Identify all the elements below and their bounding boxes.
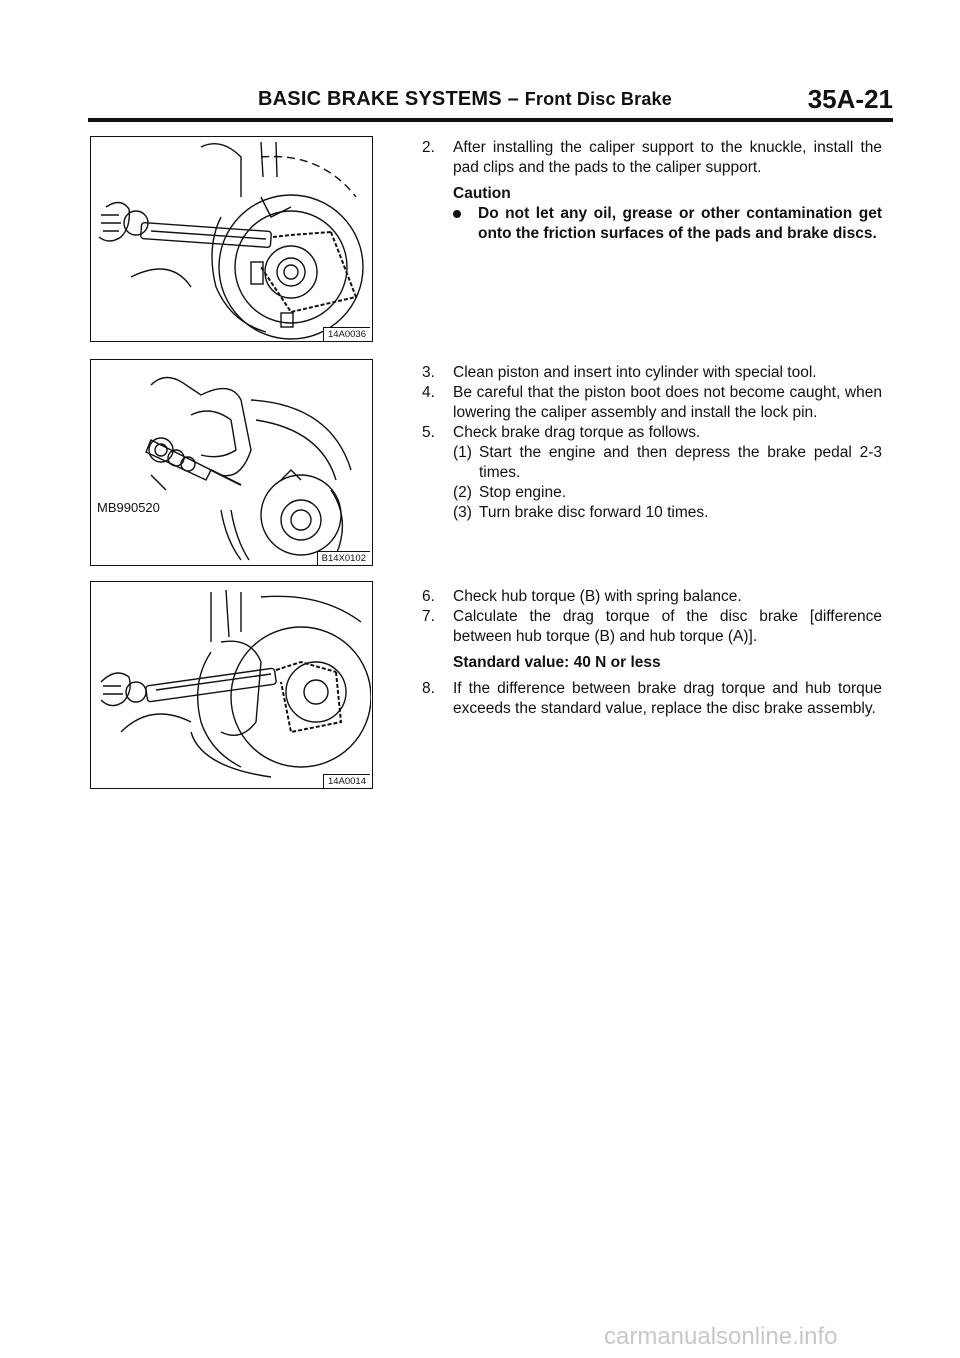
substep-text: Stop engine. bbox=[479, 484, 567, 501]
step-8 bbox=[422, 679, 882, 719]
substep-number: (2) bbox=[453, 484, 472, 501]
step-text: Clean piston and insert into cylinder with special tool. bbox=[453, 364, 817, 381]
figure-code: 14A0014 bbox=[323, 774, 370, 788]
step-2 bbox=[422, 138, 882, 178]
hub-spring-balance-illustration bbox=[91, 137, 371, 340]
substep-number: (3) bbox=[453, 504, 472, 521]
substep-3 bbox=[453, 503, 882, 523]
title-dash: – bbox=[507, 88, 519, 110]
step-text: If the difference between brake drag torque and hub torque exceeds the standard value, replace the disc brake assembly. bbox=[453, 680, 882, 717]
caution-bullet bbox=[422, 204, 882, 244]
step-7 bbox=[422, 607, 882, 647]
page-title bbox=[258, 88, 672, 111]
figure-piston-tool bbox=[90, 359, 373, 566]
step-3 bbox=[422, 363, 882, 383]
step-5 bbox=[422, 423, 882, 523]
figure-code: B14X0102 bbox=[317, 551, 370, 565]
section-subtitle: Front Disc Brake bbox=[524, 89, 672, 109]
step-6 bbox=[422, 587, 882, 607]
step-number: 3. bbox=[422, 364, 435, 381]
text-block-piston-check bbox=[422, 363, 882, 523]
text-block-hub-torque bbox=[422, 587, 882, 719]
figure-drag-torque-measure bbox=[90, 581, 373, 789]
substep-number: (1) bbox=[453, 444, 472, 461]
step-text: Be careful that the piston boot does not become caught, when lowering the caliper assembly and install the lock pin. bbox=[453, 384, 882, 421]
standard-value: Standard value: 40 N or less bbox=[453, 654, 661, 671]
substep-2 bbox=[453, 483, 882, 503]
step-number: 4. bbox=[422, 384, 435, 401]
text-block-install-pads bbox=[422, 138, 882, 244]
step-number: 6. bbox=[422, 588, 435, 605]
bullet-dot bbox=[453, 210, 461, 218]
header-rule bbox=[88, 118, 893, 122]
watermark: carmanualsonline.info bbox=[604, 1323, 838, 1350]
step-text: Calculate the drag torque of the disc brake [difference between hub torque (B) and hub torque (A)]. bbox=[453, 608, 882, 645]
step-4 bbox=[422, 383, 882, 423]
special-tool-label: MB990520 bbox=[97, 500, 160, 515]
step-number: 5. bbox=[422, 424, 435, 441]
substep-text: Turn brake disc forward 10 times. bbox=[479, 504, 709, 521]
step-number: 7. bbox=[422, 608, 435, 625]
substep-text: Start the engine and then depress the brake pedal 2-3 times. bbox=[479, 444, 882, 481]
page-number: 35A-21 bbox=[807, 84, 893, 114]
step-number: 8. bbox=[422, 680, 435, 697]
step-text: After installing the caliper support to the knuckle, install the pad clips and the pads to the caliper support. bbox=[453, 139, 882, 176]
figure-code: 14A0036 bbox=[323, 327, 370, 341]
step-number: 2. bbox=[422, 139, 435, 156]
caution-text: Do not let any oil, grease or other contamination get onto the friction surfaces of the pads and brake discs. bbox=[478, 205, 882, 242]
step-text: Check hub torque (B) with spring balance. bbox=[453, 588, 742, 605]
piston-tool-illustration bbox=[91, 360, 371, 564]
drag-torque-illustration bbox=[91, 582, 371, 787]
step-text: Check brake drag torque as follows. bbox=[453, 424, 701, 441]
substep-1 bbox=[453, 443, 882, 483]
section-title: BASIC BRAKE SYSTEMS bbox=[258, 88, 502, 110]
figure-hub-torque-measure bbox=[90, 136, 373, 342]
page-header bbox=[88, 84, 893, 120]
caution-label: Caution bbox=[453, 185, 511, 202]
